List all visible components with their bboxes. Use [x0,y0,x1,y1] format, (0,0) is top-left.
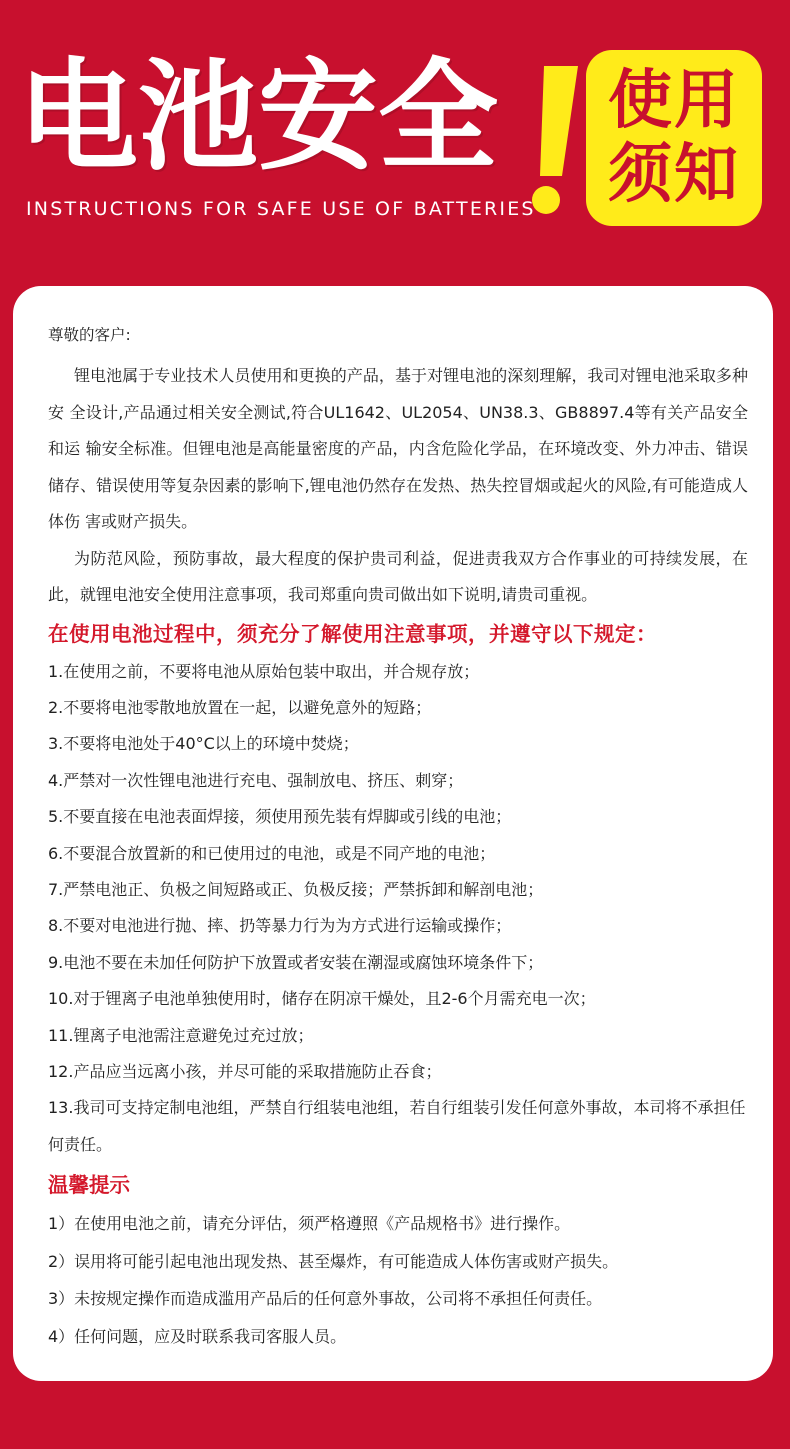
tip-item: 4）任何问题，应及时联系我司客服人员。 [48,1326,347,1346]
tip-item: 1）在使用电池之前，请充分评估，须严格遵照《产品规格书》进行操作。 [48,1214,571,1234]
rule-item: 10.对于锂离子电池单独使用时，储存在阴凉干燥处，且2-6个月需充电一次； [48,989,596,1009]
rule-item: 12.产品应当远离小孩，并尽可能的采取措施防止吞食； [48,1061,442,1081]
rule-item: 2.不要将电池零散地放置在一起，以避免意外的短路； [48,697,432,717]
page-title: 电池安全 [18,48,498,187]
tip-item: 2）误用将可能引起电池出现发热、甚至爆炸，有可能造成人体伤害或财产损失。 [48,1251,619,1271]
rule-item: 6.不要混合放置新的和已使用过的电池，或是不同产地的电池； [48,843,496,863]
greeting: 尊敬的客户: [48,326,131,344]
page-subtitle: INSTRUCTIONS FOR SAFE USE OF BATTERIES [26,198,536,220]
purpose-paragraph: 为防范风险，预防事故，最大程度的保护贵司利益，促进责我双方合作事业的可持续发展，在此，就锂电池安全使用注意事项，我司郑重向贵司做出如下说明,请贵司重视。 [48,548,748,604]
tips-list [48,1205,748,1355]
rules-heading: 在使用电池过程中，须充分了解使用注意事项，并遵守以下规定： [48,621,657,646]
rule-item: 7.严禁电池正、负极之间短路或正、负极反接；严禁拆卸和解剖电池； [48,879,544,899]
exclamation-icon [522,58,582,218]
badge-line-1: 使用 [608,64,740,138]
tip-item: 3）未按规定操作而造成滥用产品后的任何意外事故，公司将不承担任何责任。 [48,1289,603,1309]
rules-list [48,654,748,1164]
intro-paragraph: 锂电池属于专业技术人员使用和更换的产品，基于对锂电池的深刻理解，我司对锂电池采取多种安 全设计,产品通过相关安全测试,符合UL1642、UL2054、UN38.3、GB8897.4等有关产品安全和运 输安全标准。但锂电池是高能量密度的产品，内含危险化学品，在环境改变、外力冲击、错误储存、错误使用等复杂因素的影响下,锂电池仍然存在发热、热失控冒烟或起火的风险,有可能造成人体伤 害或财产损失。 [48,366,748,531]
header-banner [0,0,790,285]
rule-item: 4.严禁对一次性锂电池进行充电、强制放电、挤压、刺穿； [48,770,464,790]
tips-heading: 温馨提示 [48,1173,130,1198]
rule-item: 9.电池不要在未加任何防护下放置或者安装在潮湿或腐蚀环境条件下； [48,952,544,972]
rule-item: 3.不要将电池处于40°C以上的环境中焚烧； [48,734,359,754]
rule-item: 11.锂离子电池需注意避免过充过放； [48,1025,314,1045]
usage-notice-badge [586,50,762,226]
rule-item: 1.在使用之前，不要将电池从原始包装中取出，并合规存放； [48,661,480,681]
badge-line-2: 须知 [608,138,740,212]
rule-item: 5.不要直接在电池表面焊接，须使用预先装有焊脚或引线的电池； [48,807,512,827]
rule-item: 8.不要对电池进行抛、摔、扔等暴力行为为方式进行运输或操作； [48,916,512,936]
notice-content [48,320,748,1355]
rule-item: 13.我司可支持定制电池组，严禁自行组装电池组，若自行组装引发任何意外事故，本司将不承担任何责任。 [48,1098,746,1154]
